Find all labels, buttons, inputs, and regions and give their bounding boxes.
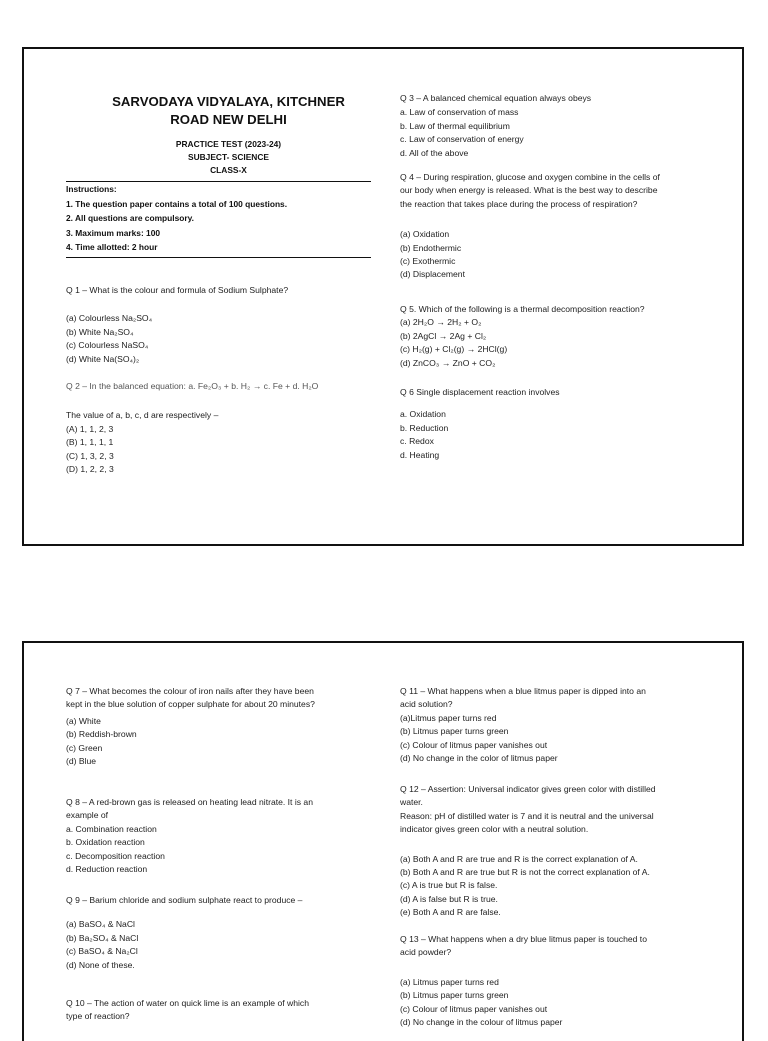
option: (a) 2H₂O → 2H₂ + O₂ xyxy=(400,317,482,328)
option: (d) White Na(SO₄)₂ xyxy=(66,353,140,364)
option: (A) 1, 1, 2, 3 xyxy=(66,423,114,434)
question-stem: Q 1 – What is the colour and formula of Sodium Sulphate? xyxy=(66,285,289,295)
option: b. Reduction xyxy=(400,422,449,433)
question-8 xyxy=(66,796,396,876)
school-name-line2: ROAD NEW DELHI xyxy=(170,111,287,127)
option: (d) No change in the colour of litmus paper xyxy=(400,1017,563,1028)
page-1 xyxy=(22,47,744,546)
option: (b) Reddish-brown xyxy=(66,729,137,740)
option: (b) Endothermic xyxy=(400,242,462,253)
question-stem-line: Q 13 – What happens when a dry blue litmus paper is touched to xyxy=(400,934,647,944)
option: (a) Litmus paper turns red xyxy=(400,976,499,987)
question-10 xyxy=(66,997,396,1024)
option: b. Law of thermal equilibrium xyxy=(400,120,510,131)
option: (a)Litmus paper turns red xyxy=(400,712,497,723)
option: (a) Colourless Na₂SO₄ xyxy=(66,313,153,324)
question-stem-line: indicator gives green color with a neutral solution. xyxy=(400,824,589,835)
option: (b) White Na₂SO₄ xyxy=(66,326,134,337)
option: (c) H₂(g) + Cl₂(g) → 2HCl(g) xyxy=(400,344,508,355)
school-name-line1: SARVODAYA VIDYALAYA, KITCHNER xyxy=(112,94,345,109)
option: a. Law of conservation of mass xyxy=(400,107,519,118)
instruction-item: 1. The question paper contains a total of 100 questions. xyxy=(66,198,288,209)
question-2 xyxy=(66,380,386,476)
option: (c) Green xyxy=(66,742,103,753)
question-3 xyxy=(400,92,735,160)
instruction-item: 2. All questions are compulsory. xyxy=(66,213,194,223)
option: (d) ZnCO₃ → ZnO + CO₂ xyxy=(400,357,496,368)
option: a. Combination reaction xyxy=(66,823,157,834)
option: (e) Both A and R are false. xyxy=(400,907,501,918)
question-11 xyxy=(400,685,735,765)
question-stem-line: Q 4 – During respiration, glucose and oxygen combine in the cells of xyxy=(400,172,660,182)
question-stem-line: Q 8 – A red-brown gas is released on heating lead nitrate. It is an xyxy=(66,797,313,807)
option: (d) None of these. xyxy=(66,959,135,970)
option: (c) BaSO₄ & Na₂Cl xyxy=(66,946,138,957)
question-7 xyxy=(66,685,396,768)
option: c. Law of conservation of energy xyxy=(400,134,524,145)
question-stem-line: kept in the blue solution of copper sulphate for about 20 minutes? xyxy=(66,699,315,710)
option: (b) Both A and R are true but R is not the correct explanation of A. xyxy=(400,867,650,878)
question-stem-line: acid powder? xyxy=(400,947,452,958)
instructions xyxy=(66,182,376,255)
option: d. Heating xyxy=(400,449,440,460)
question-stem-line: water. xyxy=(400,797,423,808)
option: (d) No change in the color of litmus paper xyxy=(400,753,558,764)
option: (d) Displacement xyxy=(400,269,465,280)
option: (C) 1, 3, 2, 3 xyxy=(66,450,114,461)
option: (a) BaSO₄ & NaCl xyxy=(66,919,135,930)
question-stem-line: our body when energy is released. What is the best way to describe xyxy=(400,185,658,196)
question-6 xyxy=(400,386,735,462)
page-2 xyxy=(22,641,744,1041)
option: (b) Ba₂SO₄ & NaCl xyxy=(66,932,139,943)
option: (b) 2AgCl → 2Ag + Cl₂ xyxy=(400,330,487,341)
option: d. Reduction reaction xyxy=(66,864,148,875)
question-stem: Q 6 Single displacement reaction involves xyxy=(400,387,560,397)
option: c. Decomposition reaction xyxy=(66,850,165,861)
question-1 xyxy=(66,284,386,366)
option: a. Oxidation xyxy=(400,409,446,420)
question-stem-line: example of xyxy=(66,810,109,821)
question-stem-line: Reason: pH of distilled water is 7 and it is neutral and the universal xyxy=(400,810,654,821)
option: (c) Exothermic xyxy=(400,256,456,267)
question-stem-line: acid solution? xyxy=(400,699,453,710)
class-title: CLASS-X xyxy=(210,165,247,175)
option: c. Redox xyxy=(400,436,434,447)
question-stem-line: Q 11 – What happens when a blue litmus paper is dipped into an xyxy=(400,686,646,696)
test-title: PRACTICE TEST (2023-24) xyxy=(175,139,282,149)
question-stem-line: type of reaction? xyxy=(66,1011,130,1022)
option: (d) Blue xyxy=(66,756,97,767)
question-lead: The value of a, b, c, d are respectively – xyxy=(66,410,219,421)
question-stem: Q 9 – Barium chloride and sodium sulphate react to produce – xyxy=(66,895,303,905)
subject-title: SUBJECT- SCIENCE xyxy=(188,152,269,162)
option: d. All of the above xyxy=(400,147,469,158)
instructions-heading: Instructions: xyxy=(66,184,117,194)
option: (a) Oxidation xyxy=(400,229,450,240)
instruction-item: 4. Time allotted: 2 hour xyxy=(66,242,158,252)
option: (c) Colourless NaSO₄ xyxy=(66,340,149,351)
question-13 xyxy=(400,933,735,1029)
option: (a) White xyxy=(66,715,101,726)
question-stem: Q 2 – In the balanced equation: a. Fe₂O₃ + b. H₂ → c. Fe + d. H₂O xyxy=(66,381,319,391)
instruction-item: 3. Maximum marks: 100 xyxy=(66,227,161,238)
option: (b) Litmus paper turns green xyxy=(400,990,509,1001)
header-block xyxy=(66,93,391,177)
question-stem: Q 3 – A balanced chemical equation always obeys xyxy=(400,93,592,103)
question-stem-line: Q 7 – What becomes the colour of iron nails after they have been xyxy=(66,686,314,696)
question-4 xyxy=(400,171,735,282)
option: (d) A is false but R is true. xyxy=(400,893,498,904)
option: (c) A is true but R is false. xyxy=(400,880,498,891)
instructions-bottom-rule xyxy=(66,257,371,258)
option: (c) Colour of litmus paper vanishes out xyxy=(400,1003,548,1014)
question-stem: Q 5. Which of the following is a thermal decomposition reaction? xyxy=(400,304,645,314)
option: (B) 1, 1, 1, 1 xyxy=(66,437,114,448)
option: (D) 1, 2, 2, 3 xyxy=(66,464,114,475)
question-9 xyxy=(66,894,396,972)
question-12 xyxy=(400,783,735,920)
option: (c) Colour of litmus paper vanishes out xyxy=(400,739,548,750)
question-stem-line: Q 10 – The action of water on quick lime is an example of which xyxy=(66,998,309,1008)
option: (b) Litmus paper turns green xyxy=(400,726,509,737)
question-stem-line: Q 12 – Assertion: Universal indicator gives green color with distilled xyxy=(400,784,656,794)
option: (a) Both A and R are true and R is the correct explanation of A. xyxy=(400,853,638,864)
question-5 xyxy=(400,303,735,370)
option: b. Oxidation reaction xyxy=(66,837,145,848)
question-stem-line: the reaction that takes place during the process of respiration? xyxy=(400,198,638,209)
